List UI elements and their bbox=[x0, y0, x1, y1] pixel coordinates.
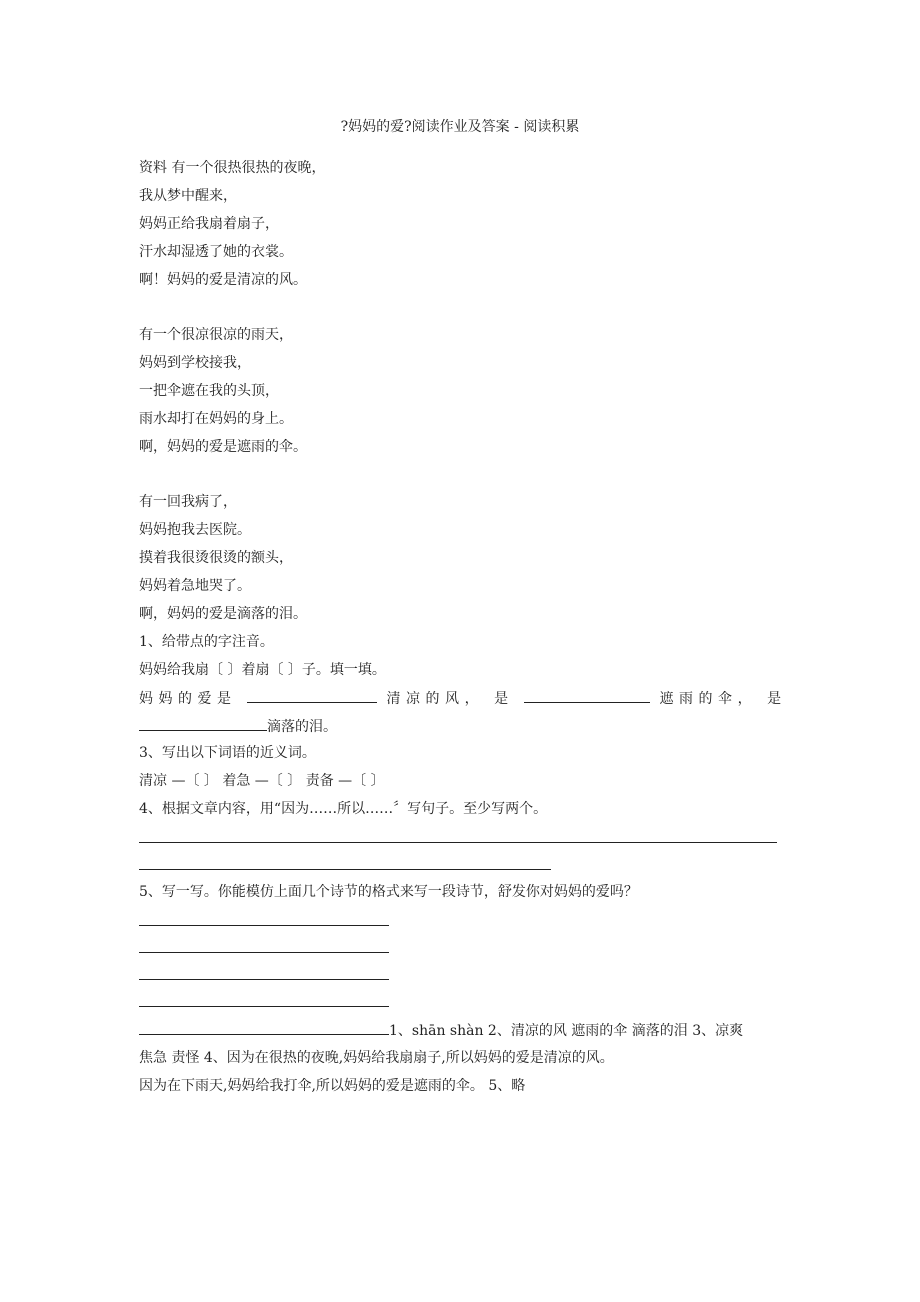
answers-line-3: 因为在下雨天,妈妈给我打伞,所以妈妈的爱是遮雨的伞。 5、略 bbox=[139, 1078, 526, 1094]
poem-line: 雨水却打在妈妈的身上。 bbox=[139, 411, 293, 427]
poem-line: 啊，妈妈的爱是滴落的泪。 bbox=[139, 606, 307, 622]
answer-line[interactable] bbox=[139, 1006, 389, 1007]
fill-blank[interactable] bbox=[139, 716, 267, 731]
question-3: 3、写出以下词语的近义词。 bbox=[139, 745, 316, 761]
poem-line: 妈妈正给我扇着扇子， bbox=[139, 216, 279, 232]
question-1: 1、给带点的字注音。 bbox=[139, 634, 274, 650]
poem-line: 我从梦中醒来， bbox=[139, 188, 237, 204]
fill-blank[interactable] bbox=[524, 688, 650, 703]
q2-text-d: 遮雨的伞， bbox=[659, 691, 758, 707]
question-5: 5、写一写。你能模仿上面几个诗节的格式来写一段诗节，舒发你对妈妈的爱吗？ bbox=[139, 884, 638, 900]
poem-line: 妈妈着急地哭了。 bbox=[139, 578, 251, 594]
poem-line: 啊，妈妈的爱是遮雨的伞。 bbox=[139, 439, 307, 455]
question-1-line: 妈妈给我扇〔 〕着扇〔 〕子。填一填。 bbox=[139, 662, 386, 678]
page-title: ?妈妈的爱?阅读作业及答案 - 阅读积累 bbox=[340, 119, 580, 135]
q2-text-b: 清凉的风， bbox=[386, 691, 485, 707]
q2-text-f: 滴落的泪。 bbox=[267, 719, 337, 735]
q2-text-e: 是 bbox=[767, 691, 782, 707]
fill-blank[interactable] bbox=[247, 688, 377, 703]
poem-line: 汗水却湿透了她的衣裳。 bbox=[139, 244, 293, 260]
question-2-line-2 bbox=[139, 716, 337, 737]
answer-line[interactable] bbox=[139, 869, 551, 870]
answers-line-1: 1、shān shàn 2、清凉的风 遮雨的伞 滴落的泪 3、凉爽 bbox=[389, 1023, 744, 1039]
answers-line-2: 焦急 责怪 4、因为在很热的夜晚,妈妈给我扇扇子,所以妈妈的爱是清凉的风。 bbox=[139, 1050, 614, 1066]
poem-line: 啊！妈妈的爱是清凉的风。 bbox=[139, 272, 307, 288]
poem-line: 妈妈抱我去医院。 bbox=[139, 522, 251, 538]
poem-line: 有一回我病了， bbox=[139, 494, 237, 510]
answer-line[interactable] bbox=[139, 979, 389, 980]
poem-line: 摸着我很烫很烫的额头， bbox=[139, 550, 293, 566]
question-4: 4、根据文章内容，用“因为……所以……〞写句子。至少写两个。 bbox=[139, 801, 548, 817]
answer-line[interactable] bbox=[139, 842, 777, 843]
poem-line: 一把伞遮在我的头顶， bbox=[139, 383, 279, 399]
q2-text-a: 妈妈的爱是 bbox=[139, 691, 237, 707]
question-3-line: 清凉 —〔 〕 着急 —〔 〕 责备 —〔 〕 bbox=[139, 773, 385, 789]
fill-blank[interactable] bbox=[139, 1020, 389, 1035]
q2-text-c: 是 bbox=[494, 691, 514, 707]
answer-line[interactable] bbox=[139, 925, 389, 926]
question-2-line bbox=[139, 688, 781, 709]
poem-line: 资料 有一个很热很热的夜晚， bbox=[139, 160, 326, 176]
poem-line: 有一个很凉很凉的雨天， bbox=[139, 327, 293, 343]
answer-row-1 bbox=[139, 1020, 743, 1041]
answer-line[interactable] bbox=[139, 952, 389, 953]
poem-line: 妈妈到学校接我， bbox=[139, 355, 251, 371]
